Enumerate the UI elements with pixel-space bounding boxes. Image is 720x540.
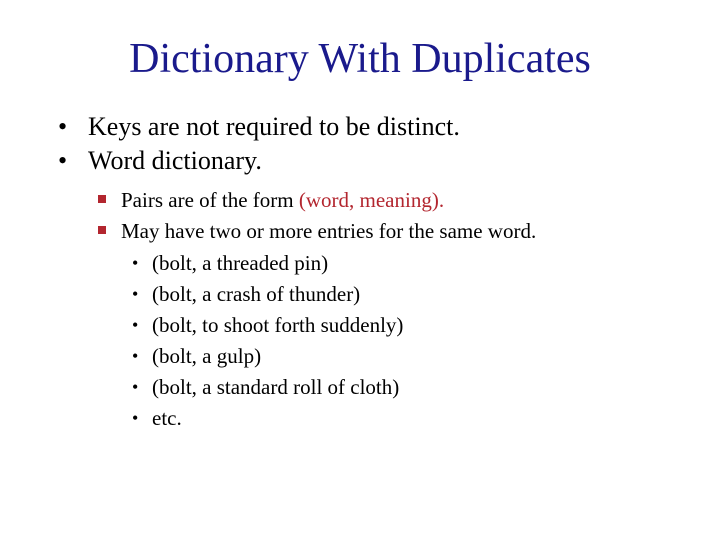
- square-bullet-icon: [98, 195, 106, 203]
- entry-text: (bolt, to shoot forth suddenly): [152, 313, 404, 337]
- bullet-icon: •: [132, 315, 139, 335]
- entry-text: (bolt, a crash of thunder): [152, 282, 361, 306]
- bullet-icon: •: [58, 112, 68, 141]
- entry-text: (bolt, a threaded pin): [152, 251, 329, 275]
- entry-text: (bolt, a gulp): [152, 344, 262, 368]
- bullet-icon: •: [132, 284, 139, 304]
- slide-title: Dictionary With Duplicates: [129, 36, 591, 82]
- entry-text: etc.: [152, 406, 182, 430]
- bullet-text: Word dictionary.: [88, 146, 262, 175]
- square-bullet-icon: [98, 226, 106, 234]
- pairs-prefix: Pairs are of the form: [121, 188, 299, 212]
- sub-bullet-text: May have two or more entries for the same word.: [121, 219, 537, 243]
- bullet-text: Keys are not required to be distinct.: [88, 112, 460, 141]
- pairs-highlight: (word, meaning): [298, 188, 439, 212]
- sub-bullet-text: [121, 187, 444, 213]
- bullet-icon: •: [58, 146, 68, 175]
- bullet-icon: •: [132, 377, 139, 397]
- bullet-icon: •: [132, 253, 139, 273]
- bullet-icon: •: [132, 346, 139, 366]
- pairs-suffix: .: [438, 188, 445, 212]
- entry-text: (bolt, a standard roll of cloth): [152, 375, 400, 399]
- bullet-icon: •: [132, 408, 139, 428]
